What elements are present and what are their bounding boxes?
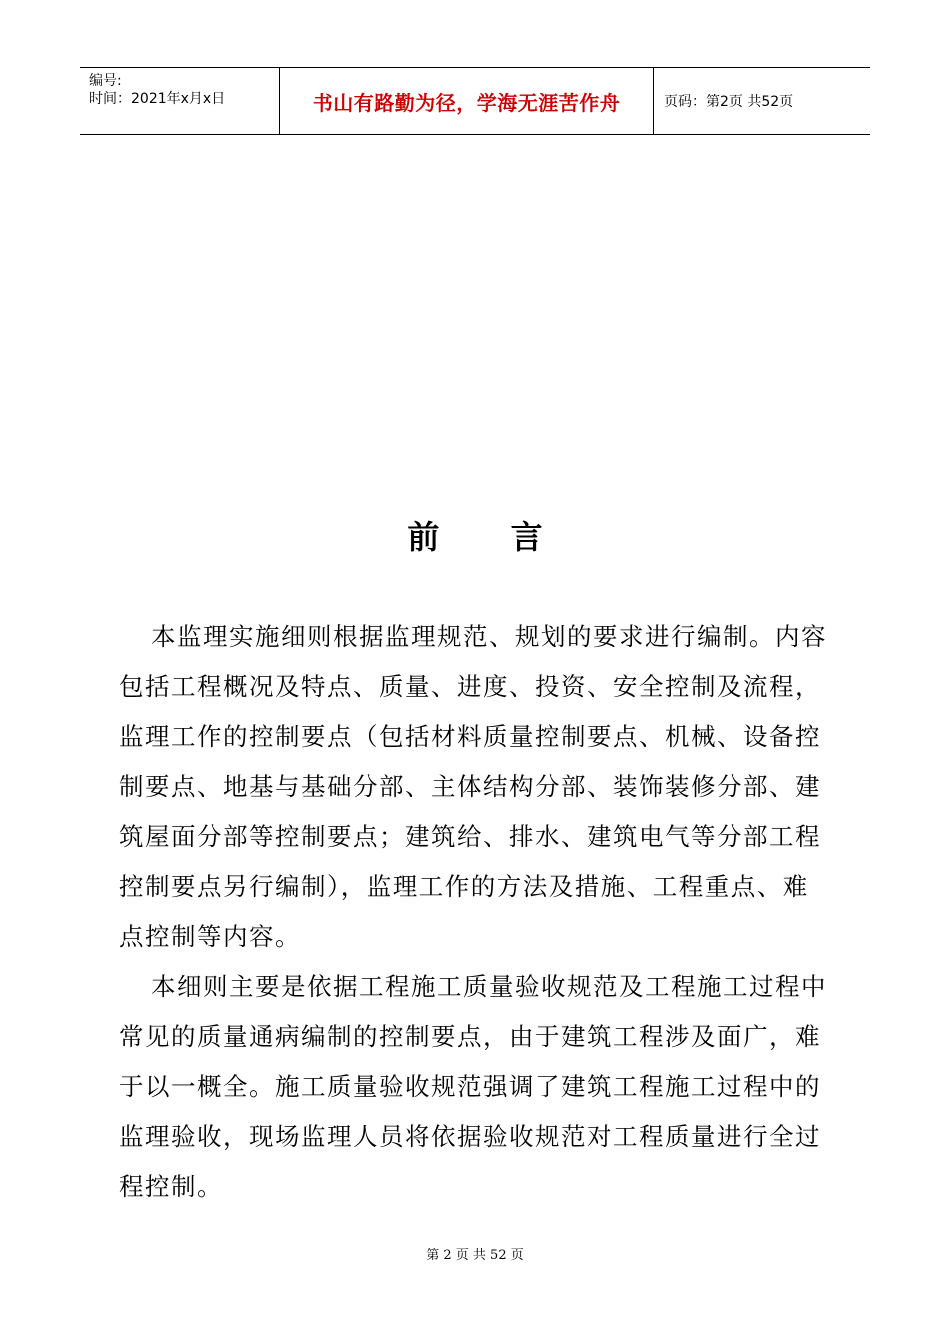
header-meta bbox=[80, 68, 280, 134]
page-header bbox=[80, 67, 870, 135]
document-body bbox=[119, 612, 833, 1212]
header-motto: 书山有路勤为径，学海无涯苦作舟 bbox=[280, 68, 654, 134]
document-date: 时间：2021年x月x日 bbox=[89, 91, 226, 107]
page-footer: 第 2 页 共 52 页 bbox=[426, 1248, 524, 1263]
paragraph: 本细则主要是依据工程施工质量验收规范及工程施工过程中常见的质量通病编制的控制要点，由于建筑工程涉及面广，难于以一概全。施工质量验收规范强调了建筑工程施工过程中的监理验收，现场监理人员将依据验收规范对工程质量进行全过程控制。 bbox=[119, 972, 827, 1201]
document-title: 前 言 bbox=[407, 518, 573, 556]
header-page-info: 页码：第2页 共52页 bbox=[664, 94, 794, 110]
paragraph: 本监理实施细则根据监理规范、规划的要求进行编制。内容包括工程概况及特点、质量、进度、投资、安全控制及流程，监理工作的控制要点（包括材料质量控制要点、机械、设备控制要点、地基与基础分部、主体结构分部、装饰装修分部、建筑屋面分部等控制要点；建筑给、排水、建筑电气等分部工程控制要点另行编制），监理工作的方法及措施、工程重点、难点控制等内容。 bbox=[119, 622, 827, 951]
document-number-label: 编号: bbox=[89, 73, 122, 89]
